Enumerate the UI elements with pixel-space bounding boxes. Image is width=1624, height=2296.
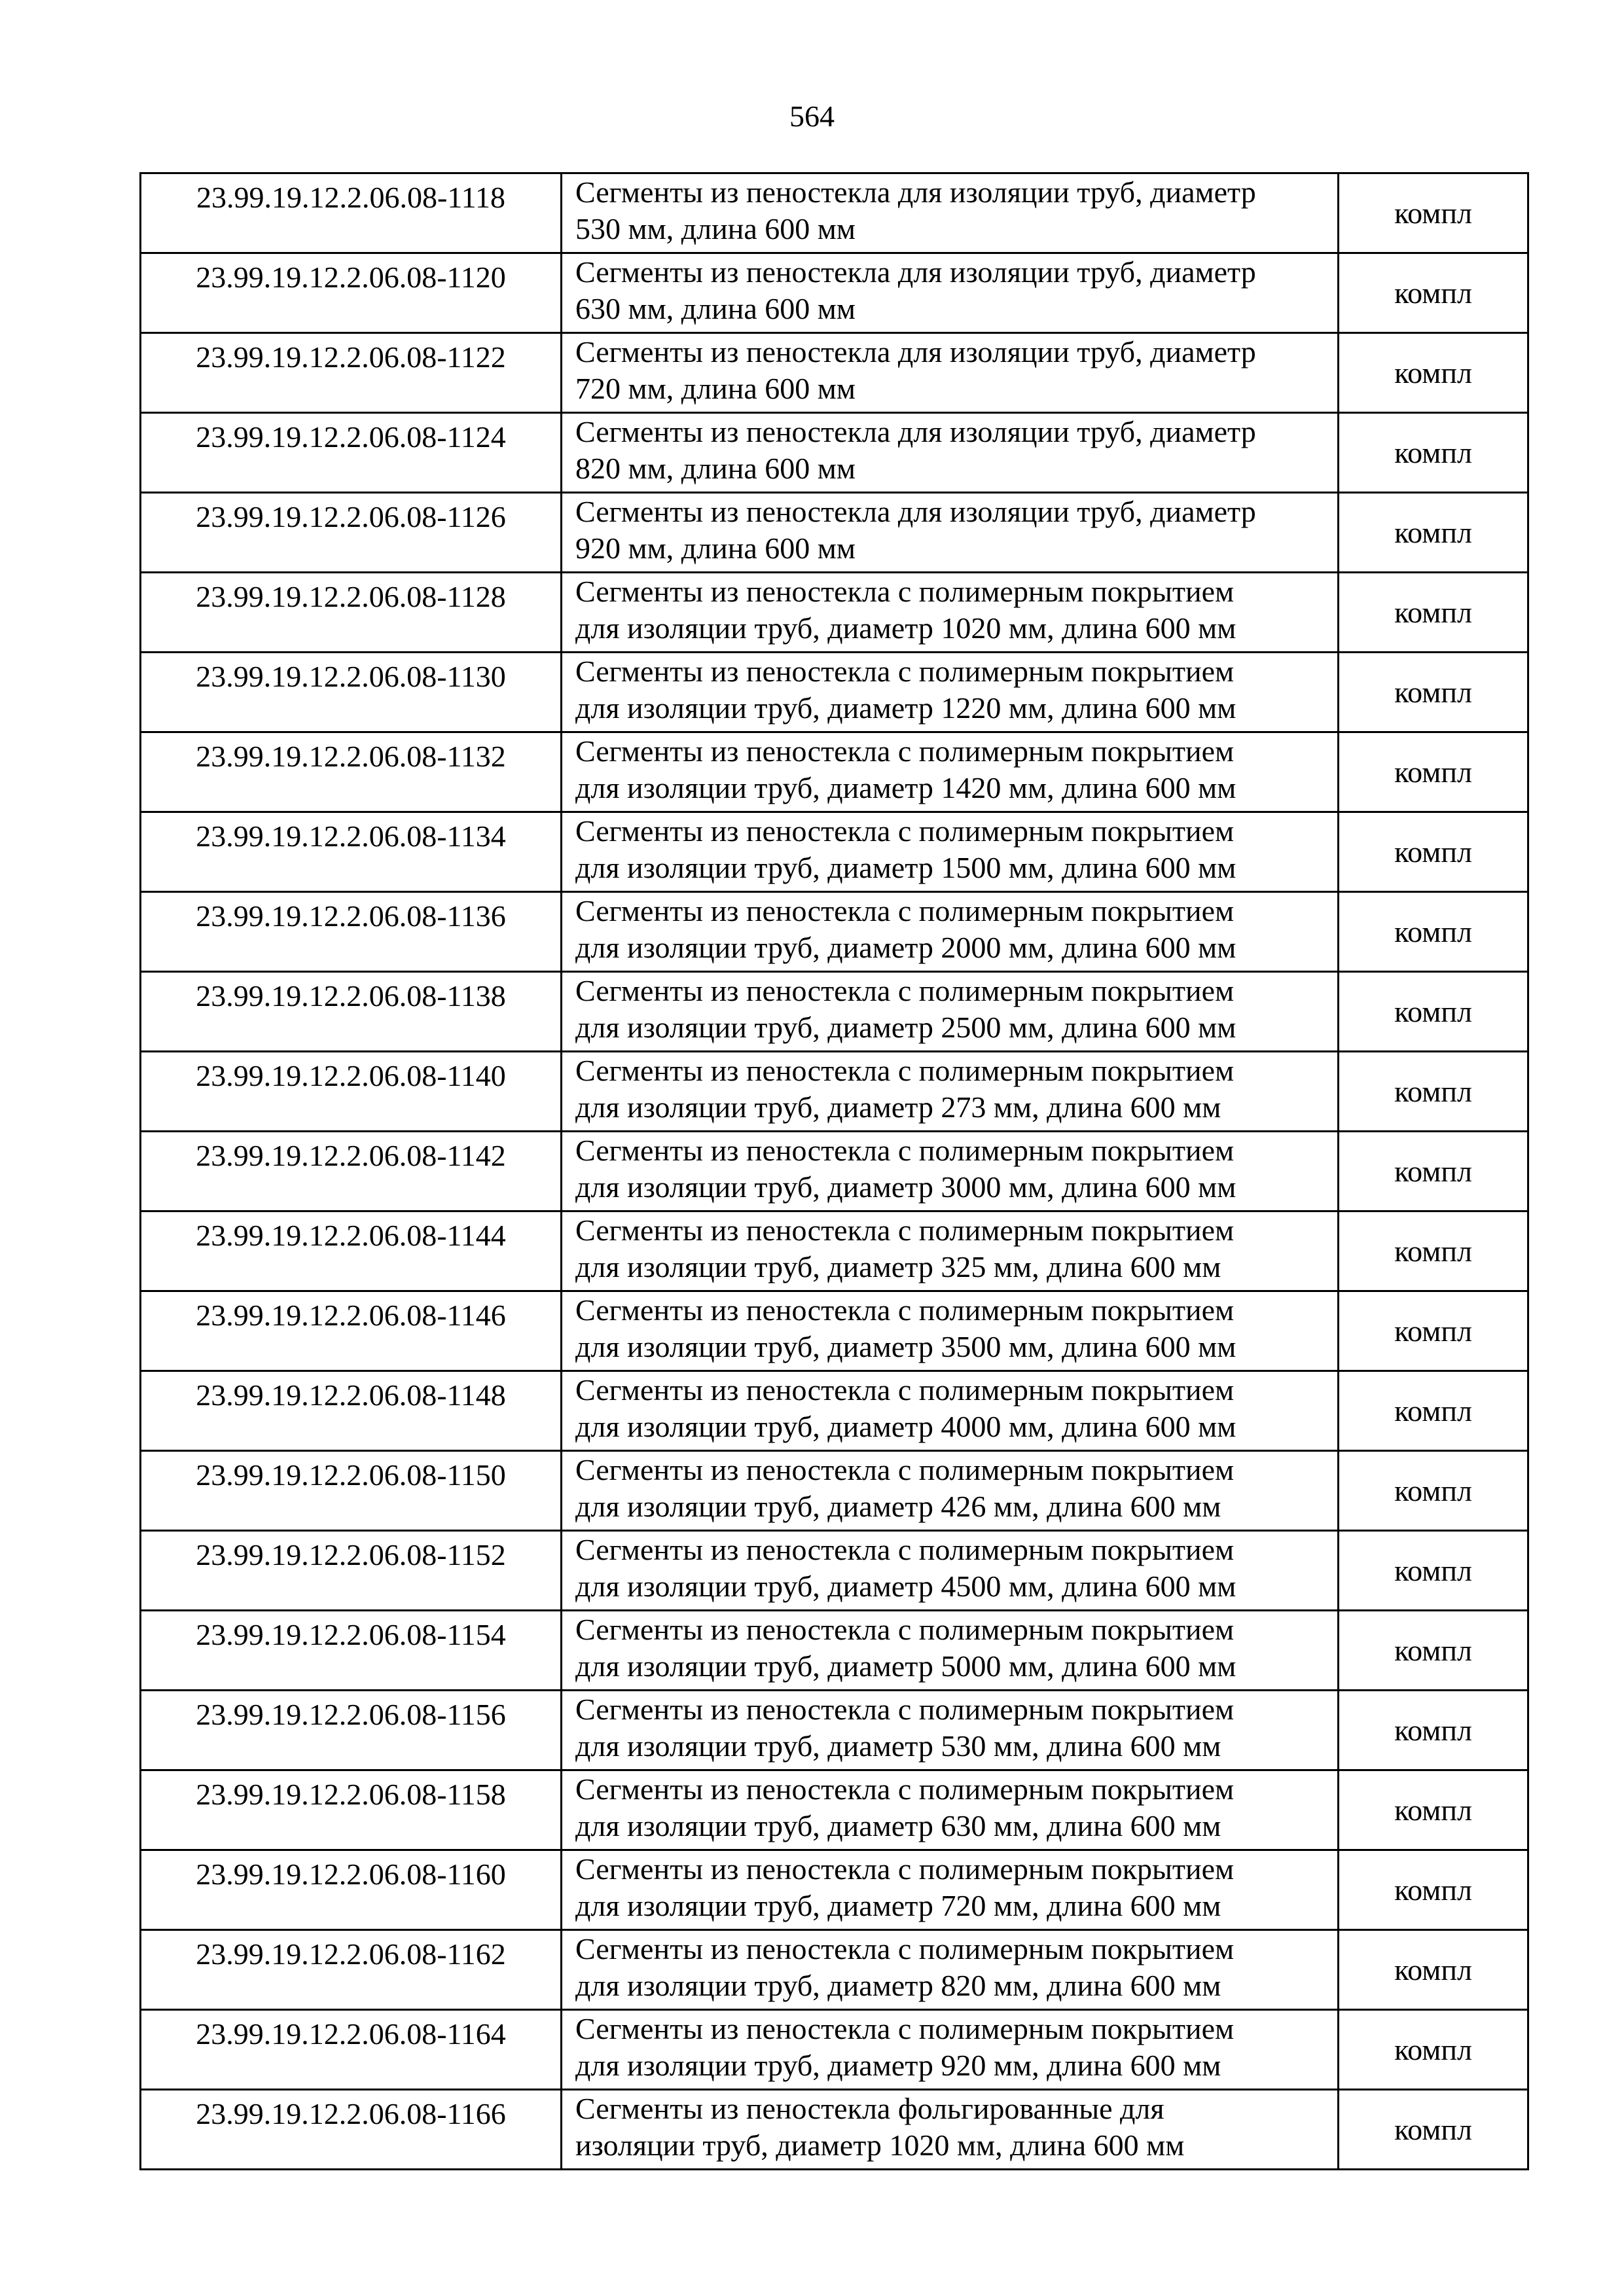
table-row xyxy=(141,972,1528,1052)
unit-of-measure: компл xyxy=(1339,493,1528,573)
resource-code: 23.99.19.12.2.06.08-1154 xyxy=(141,1611,562,1691)
resource-description xyxy=(562,2090,1339,2170)
description-line-2: 920 мм, длина 600 мм xyxy=(575,531,856,565)
unit-of-measure: компл xyxy=(1339,1930,1528,2010)
description-line-1: Сегменты из пеностекла с полимерным покрытием xyxy=(575,1213,1235,1247)
resource-code: 23.99.19.12.2.06.08-1118 xyxy=(141,173,562,253)
description-line-2: для изоляции труб, диаметр 4000 мм, длина 600 мм xyxy=(575,1410,1236,1443)
description-line-1: Сегменты из пеностекла с полимерным покрытием xyxy=(575,734,1235,768)
description-line-2: для изоляции труб, диаметр 1220 мм, длина 600 мм xyxy=(575,691,1236,725)
resource-code: 23.99.19.12.2.06.08-1140 xyxy=(141,1052,562,1132)
resource-description xyxy=(562,2010,1339,2090)
unit-of-measure: компл xyxy=(1339,653,1528,732)
table-row xyxy=(141,2010,1528,2090)
unit-of-measure: компл xyxy=(1339,1451,1528,1531)
resource-code: 23.99.19.12.2.06.08-1150 xyxy=(141,1451,562,1531)
resource-description xyxy=(562,333,1339,413)
description-line-1: Сегменты из пеностекла с полимерным покрытием xyxy=(575,655,1235,688)
unit-of-measure: компл xyxy=(1339,173,1528,253)
resource-code: 23.99.19.12.2.06.08-1122 xyxy=(141,333,562,413)
resource-description xyxy=(562,972,1339,1052)
description-line-2: для изоляции труб, диаметр 4500 мм, длина 600 мм xyxy=(575,1570,1236,1603)
description-line-2: для изоляции труб, диаметр 1020 мм, длина 600 мм xyxy=(575,611,1236,645)
table-row xyxy=(141,892,1528,972)
description-line-1: Сегменты из пеностекла с полимерным покрытием xyxy=(575,1772,1235,1806)
table-row xyxy=(141,1850,1528,1930)
resource-description xyxy=(562,1371,1339,1451)
description-line-2: для изоляции труб, диаметр 325 мм, длина 600 мм xyxy=(575,1250,1221,1283)
table-row xyxy=(141,1531,1528,1611)
description-line-1: Сегменты из пеностекла для изоляции труб, диаметр xyxy=(575,415,1256,448)
unit-of-measure: компл xyxy=(1339,2010,1528,2090)
resource-code: 23.99.19.12.2.06.08-1120 xyxy=(141,253,562,333)
table-row xyxy=(141,333,1528,413)
description-line-1: Сегменты из пеностекла с полимерным покрытием xyxy=(575,1293,1235,1327)
description-line-1: Сегменты из пеностекла с полимерным покрытием xyxy=(575,974,1235,1007)
resource-description xyxy=(562,1691,1339,1770)
description-line-2: для изоляции труб, диаметр 3000 мм, длина 600 мм xyxy=(575,1170,1236,1204)
resource-description xyxy=(562,732,1339,812)
description-line-2: 820 мм, длина 600 мм xyxy=(575,452,856,485)
description-line-1: Сегменты из пеностекла для изоляции труб, диаметр xyxy=(575,335,1256,368)
description-line-1: Сегменты из пеностекла с полимерным покрытием xyxy=(575,1932,1235,1965)
table-row xyxy=(141,253,1528,333)
resource-code: 23.99.19.12.2.06.08-1166 xyxy=(141,2090,562,2170)
description-line-1: Сегменты из пеностекла с полимерным покрытием xyxy=(575,814,1235,848)
description-line-1: Сегменты из пеностекла с полимерным покрытием xyxy=(575,1373,1235,1407)
unit-of-measure: компл xyxy=(1339,1371,1528,1451)
description-line-2: 630 мм, длина 600 мм xyxy=(575,292,856,325)
description-line-1: Сегменты из пеностекла с полимерным покрытием xyxy=(575,1134,1235,1167)
unit-of-measure: компл xyxy=(1339,1770,1528,1850)
resource-description xyxy=(562,173,1339,253)
resource-description xyxy=(562,1930,1339,2010)
description-line-1: Сегменты из пеностекла фольгированные для xyxy=(575,2092,1164,2125)
resource-code: 23.99.19.12.2.06.08-1164 xyxy=(141,2010,562,2090)
description-line-2: для изоляции труб, диаметр 720 мм, длина 600 мм xyxy=(575,1889,1221,1922)
description-line-1: Сегменты из пеностекла с полимерным покрытием xyxy=(575,1613,1235,1646)
description-line-2: для изоляции труб, диаметр 630 мм, длина 600 мм xyxy=(575,1809,1221,1842)
resource-description xyxy=(562,253,1339,333)
description-line-1: Сегменты из пеностекла с полимерным покрытием xyxy=(575,1852,1235,1886)
unit-of-measure: компл xyxy=(1339,333,1528,413)
description-line-2: для изоляции труб, диаметр 2500 мм, длина 600 мм xyxy=(575,1011,1236,1044)
resource-code: 23.99.19.12.2.06.08-1148 xyxy=(141,1371,562,1451)
page-number: 564 xyxy=(789,99,835,133)
resource-code: 23.99.19.12.2.06.08-1136 xyxy=(141,892,562,972)
resource-code: 23.99.19.12.2.06.08-1128 xyxy=(141,573,562,653)
description-line-2: 530 мм, длина 600 мм xyxy=(575,212,856,245)
unit-of-measure: компл xyxy=(1339,1611,1528,1691)
resource-description xyxy=(562,413,1339,493)
unit-of-measure: компл xyxy=(1339,413,1528,493)
unit-of-measure: компл xyxy=(1339,1132,1528,1211)
resource-description xyxy=(562,1132,1339,1211)
table-row xyxy=(141,413,1528,493)
description-line-2: для изоляции труб, диаметр 820 мм, длина 600 мм xyxy=(575,1969,1221,2002)
description-line-2: для изоляции труб, диаметр 1500 мм, длина 600 мм xyxy=(575,851,1236,884)
resource-code: 23.99.19.12.2.06.08-1162 xyxy=(141,1930,562,2010)
resource-code: 23.99.19.12.2.06.08-1144 xyxy=(141,1211,562,1291)
description-line-1: Сегменты из пеностекла с полимерным покрытием xyxy=(575,1533,1235,1566)
description-line-1: Сегменты из пеностекла для изоляции труб, диаметр xyxy=(575,175,1256,209)
description-line-2: изоляции труб, диаметр 1020 мм, длина 600 мм xyxy=(575,2128,1185,2162)
description-line-1: Сегменты из пеностекла с полимерным покрытием xyxy=(575,575,1235,608)
resource-description xyxy=(562,1850,1339,1930)
table-row xyxy=(141,653,1528,732)
description-line-1: Сегменты из пеностекла с полимерным покрытием xyxy=(575,1693,1235,1726)
unit-of-measure: компл xyxy=(1339,1691,1528,1770)
resource-description xyxy=(562,1052,1339,1132)
resource-description xyxy=(562,1531,1339,1611)
unit-of-measure: компл xyxy=(1339,812,1528,892)
resource-description xyxy=(562,1211,1339,1291)
unit-of-measure: компл xyxy=(1339,892,1528,972)
resource-description xyxy=(562,892,1339,972)
table-row xyxy=(141,2090,1528,2170)
table-row xyxy=(141,1052,1528,1132)
resource-description xyxy=(562,653,1339,732)
resource-description xyxy=(562,1770,1339,1850)
resource-code: 23.99.19.12.2.06.08-1158 xyxy=(141,1770,562,1850)
description-line-2: для изоляции труб, диаметр 1420 мм, длина 600 мм xyxy=(575,771,1236,804)
unit-of-measure: компл xyxy=(1339,1850,1528,1930)
resource-code: 23.99.19.12.2.06.08-1146 xyxy=(141,1291,562,1371)
table-row xyxy=(141,1691,1528,1770)
unit-of-measure: компл xyxy=(1339,2090,1528,2170)
description-line-2: для изоляции труб, диаметр 273 мм, длина 600 мм xyxy=(575,1090,1221,1124)
resource-code: 23.99.19.12.2.06.08-1132 xyxy=(141,732,562,812)
unit-of-measure: компл xyxy=(1339,732,1528,812)
table-row xyxy=(141,732,1528,812)
resource-description xyxy=(562,1611,1339,1691)
resource-code: 23.99.19.12.2.06.08-1130 xyxy=(141,653,562,732)
resource-description xyxy=(562,493,1339,573)
description-line-2: для изоляции труб, диаметр 530 мм, длина 600 мм xyxy=(575,1729,1221,1763)
table-row xyxy=(141,812,1528,892)
description-line-1: Сегменты из пеностекла с полимерным покрытием xyxy=(575,1054,1235,1087)
resource-description xyxy=(562,1291,1339,1371)
resource-description xyxy=(562,1451,1339,1531)
table-row xyxy=(141,1132,1528,1211)
resource-code: 23.99.19.12.2.06.08-1124 xyxy=(141,413,562,493)
description-line-1: Сегменты из пеностекла с полимерным покрытием xyxy=(575,894,1235,927)
price-table xyxy=(139,172,1529,2170)
table-row xyxy=(141,1291,1528,1371)
table-row xyxy=(141,173,1528,253)
description-line-2: для изоляции труб, диаметр 426 мм, длина 600 мм xyxy=(575,1490,1221,1523)
resource-code: 23.99.19.12.2.06.08-1126 xyxy=(141,493,562,573)
resource-code: 23.99.19.12.2.06.08-1156 xyxy=(141,1691,562,1770)
resource-code: 23.99.19.12.2.06.08-1142 xyxy=(141,1132,562,1211)
table-row xyxy=(141,1770,1528,1850)
table-body xyxy=(141,173,1528,2170)
description-line-1: Сегменты из пеностекла с полимерным покрытием xyxy=(575,1453,1235,1486)
table-row xyxy=(141,573,1528,653)
table-row xyxy=(141,1211,1528,1291)
resource-description xyxy=(562,573,1339,653)
table-row xyxy=(141,493,1528,573)
description-line-2: для изоляции труб, диаметр 2000 мм, длина 600 мм xyxy=(575,931,1236,964)
table-row xyxy=(141,1371,1528,1451)
unit-of-measure: компл xyxy=(1339,253,1528,333)
resource-code: 23.99.19.12.2.06.08-1152 xyxy=(141,1531,562,1611)
resource-code: 23.99.19.12.2.06.08-1138 xyxy=(141,972,562,1052)
unit-of-measure: компл xyxy=(1339,972,1528,1052)
description-line-2: для изоляции труб, диаметр 3500 мм, длина 600 мм xyxy=(575,1330,1236,1363)
resource-code: 23.99.19.12.2.06.08-1134 xyxy=(141,812,562,892)
unit-of-measure: компл xyxy=(1339,1291,1528,1371)
description-line-2: для изоляции труб, диаметр 920 мм, длина 600 мм xyxy=(575,2049,1221,2082)
unit-of-measure: компл xyxy=(1339,573,1528,653)
description-line-1: Сегменты из пеностекла для изоляции труб, диаметр xyxy=(575,255,1256,289)
table-row xyxy=(141,1930,1528,2010)
unit-of-measure: компл xyxy=(1339,1531,1528,1611)
resource-description xyxy=(562,812,1339,892)
unit-of-measure: компл xyxy=(1339,1211,1528,1291)
table-row xyxy=(141,1451,1528,1531)
description-line-2: 720 мм, длина 600 мм xyxy=(575,372,856,405)
description-line-1: Сегменты из пеностекла с полимерным покрытием xyxy=(575,2012,1235,2045)
unit-of-measure: компл xyxy=(1339,1052,1528,1132)
resource-code: 23.99.19.12.2.06.08-1160 xyxy=(141,1850,562,1930)
description-line-2: для изоляции труб, диаметр 5000 мм, длина 600 мм xyxy=(575,1649,1236,1683)
table-row xyxy=(141,1611,1528,1691)
description-line-1: Сегменты из пеностекла для изоляции труб, диаметр xyxy=(575,495,1256,528)
